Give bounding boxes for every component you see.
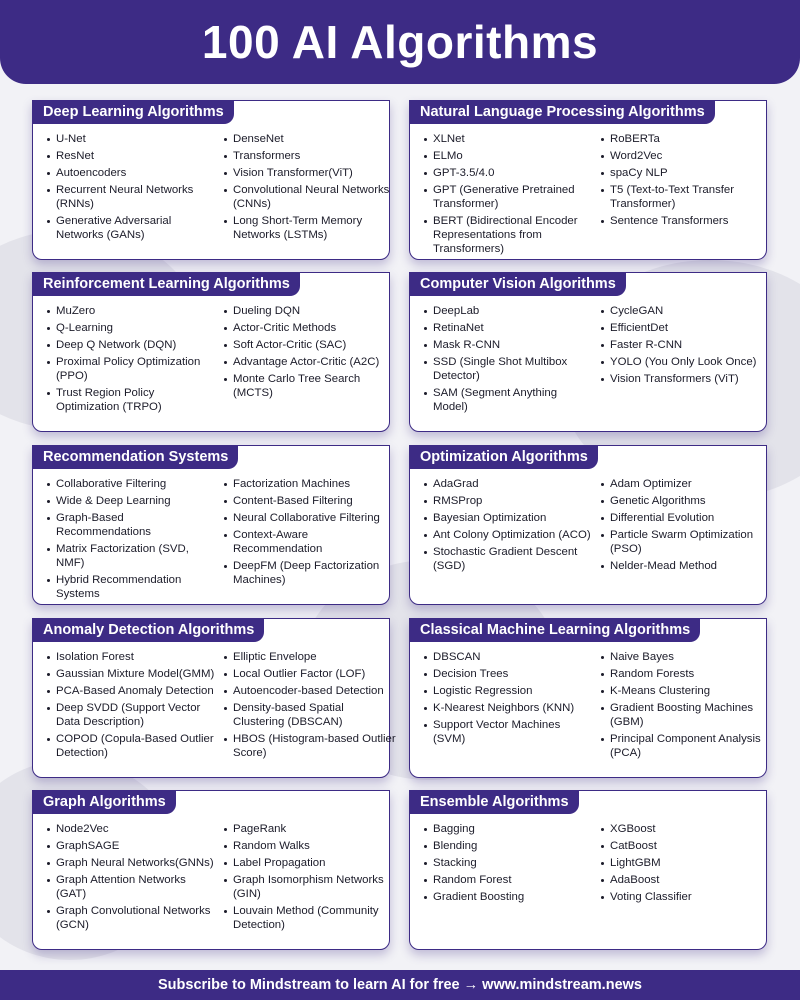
algorithm-item: EfficientDet <box>601 321 775 335</box>
algorithm-item: Word2Vec <box>601 149 775 163</box>
algorithm-item: AdaGrad <box>424 477 592 491</box>
algorithm-item: CycleGAN <box>601 304 775 318</box>
algorithm-item: Isolation Forest <box>47 650 215 664</box>
algorithm-item: PageRank <box>224 822 398 836</box>
algorithm-item: Gaussian Mixture Model(GMM) <box>47 667 215 681</box>
algorithm-item: Deep SVDD (Support Vector Data Description) <box>47 701 215 729</box>
algorithm-item: BERT (Bidirectional Encoder Representations from Transformers) <box>424 214 592 256</box>
algorithm-item: Random Walks <box>224 839 398 853</box>
algorithm-item: Bayesian Optimization <box>424 511 592 525</box>
algorithm-item: Gradient Boosting Machines (GBM) <box>601 701 775 729</box>
section-card <box>32 272 390 432</box>
header-banner <box>0 0 800 84</box>
algorithm-item: Support Vector Machines (SVM) <box>424 718 592 746</box>
algorithm-list-column <box>224 477 398 590</box>
algorithm-item: Blending <box>424 839 592 853</box>
algorithm-list-column <box>424 822 592 907</box>
algorithm-item: DBSCAN <box>424 650 592 664</box>
algorithm-item: Trust Region Policy Optimization (TRPO) <box>47 386 215 414</box>
section-title: Optimization Algorithms <box>410 446 598 469</box>
section-title: Deep Learning Algorithms <box>33 101 234 124</box>
algorithm-item: Random Forests <box>601 667 775 681</box>
algorithm-item: Deep Q Network (DQN) <box>47 338 215 352</box>
algorithm-item: YOLO (You Only Look Once) <box>601 355 775 369</box>
algorithm-list-column <box>47 304 215 417</box>
algorithm-item: Transformers <box>224 149 398 163</box>
algorithm-list-column <box>224 304 398 403</box>
algorithm-list-column <box>601 132 775 231</box>
section-card <box>32 445 390 605</box>
algorithm-item: Generative Adversarial Networks (GANs) <box>47 214 215 242</box>
algorithm-item: Naive Bayes <box>601 650 775 664</box>
algorithm-item: Nelder-Mead Method <box>601 559 775 573</box>
algorithm-item: Factorization Machines <box>224 477 398 491</box>
section-title: Classical Machine Learning Algorithms <box>410 619 700 642</box>
algorithm-item: ResNet <box>47 149 215 163</box>
algorithm-list-column <box>47 822 215 935</box>
algorithm-list-column <box>47 132 215 245</box>
algorithm-item: MuZero <box>47 304 215 318</box>
algorithm-list-column <box>601 822 775 907</box>
algorithm-item: Faster R-CNN <box>601 338 775 352</box>
algorithm-list-column <box>601 650 775 763</box>
algorithm-item: Recurrent Neural Networks (RNNs) <box>47 183 215 211</box>
algorithm-item: RetinaNet <box>424 321 592 335</box>
algorithm-item: Gradient Boosting <box>424 890 592 904</box>
algorithm-item: Adam Optimizer <box>601 477 775 491</box>
algorithm-list-column <box>224 650 398 763</box>
section-title: Reinforcement Learning Algorithms <box>33 273 300 296</box>
algorithm-item: U-Net <box>47 132 215 146</box>
algorithm-item: Local Outlier Factor (LOF) <box>224 667 398 681</box>
algorithm-item: spaCy NLP <box>601 166 775 180</box>
footer-banner <box>0 970 800 1000</box>
algorithm-item: PCA-Based Anomaly Detection <box>47 684 215 698</box>
algorithm-item: Decision Trees <box>424 667 592 681</box>
algorithm-item: Stochastic Gradient Descent (SGD) <box>424 545 592 573</box>
section-title: Graph Algorithms <box>33 791 176 814</box>
algorithm-item: Collaborative Filtering <box>47 477 215 491</box>
algorithm-item: XLNet <box>424 132 592 146</box>
algorithm-item: Differential Evolution <box>601 511 775 525</box>
algorithm-item: Density-based Spatial Clustering (DBSCAN) <box>224 701 398 729</box>
algorithm-item: DenseNet <box>224 132 398 146</box>
section-card <box>32 618 396 778</box>
algorithm-item: Graph-Based Recommendations <box>47 511 215 539</box>
algorithm-item: Node2Vec <box>47 822 215 836</box>
page-title: 100 AI Algorithms <box>201 16 599 68</box>
algorithm-item: Long Short-Term Memory Networks (LSTMs) <box>224 214 398 242</box>
algorithm-item: COPOD (Copula-Based Outlier Detection) <box>47 732 215 760</box>
algorithm-list-column <box>424 132 592 259</box>
section-title: Recommendation Systems <box>33 446 238 469</box>
section-card <box>409 100 767 260</box>
algorithm-list-column <box>224 822 398 935</box>
algorithm-item: Context-Aware Recommendation <box>224 528 398 556</box>
algorithm-item: Particle Swarm Optimization (PSO) <box>601 528 775 556</box>
algorithm-item: Voting Classifier <box>601 890 775 904</box>
algorithm-item: Proximal Policy Optimization (PPO) <box>47 355 215 383</box>
algorithm-list-column <box>47 650 215 763</box>
algorithm-item: GPT (Generative Pretrained Transformer) <box>424 183 592 211</box>
section-card <box>32 100 390 260</box>
algorithm-item: Content-Based Filtering <box>224 494 398 508</box>
algorithm-item: T5 (Text-to-Text Transfer Transformer) <box>601 183 775 211</box>
algorithm-item: ELMo <box>424 149 592 163</box>
algorithm-item: SSD (Single Shot Multibox Detector) <box>424 355 592 383</box>
footer-text: Subscribe to Mindstream to learn AI for free → www.mindstream.news <box>158 977 642 993</box>
algorithm-item: Monte Carlo Tree Search (MCTS) <box>224 372 398 400</box>
algorithm-item: Vision Transformer(ViT) <box>224 166 398 180</box>
algorithm-item: Graph Convolutional Networks (GCN) <box>47 904 215 932</box>
algorithm-item: DeepLab <box>424 304 592 318</box>
section-card <box>409 618 767 778</box>
algorithm-item: Random Forest <box>424 873 592 887</box>
section-title: Natural Language Processing Algorithms <box>410 101 715 124</box>
algorithm-item: K-Means Clustering <box>601 684 775 698</box>
algorithm-list-column <box>424 477 592 576</box>
algorithm-item: Actor-Critic Methods <box>224 321 398 335</box>
algorithm-item: Vision Transformers (ViT) <box>601 372 775 386</box>
algorithm-list-column <box>424 650 592 749</box>
algorithm-item: RoBERTa <box>601 132 775 146</box>
algorithm-item: K-Nearest Neighbors (KNN) <box>424 701 592 715</box>
algorithm-list-column <box>424 304 592 417</box>
section-card <box>409 272 767 432</box>
algorithm-item: Ant Colony Optimization (ACO) <box>424 528 592 542</box>
algorithm-item: AdaBoost <box>601 873 775 887</box>
algorithm-item: Logistic Regression <box>424 684 592 698</box>
algorithm-item: XGBoost <box>601 822 775 836</box>
section-title: Ensemble Algorithms <box>410 791 579 814</box>
algorithm-item: Soft Actor-Critic (SAC) <box>224 338 398 352</box>
algorithm-item: Genetic Algorithms <box>601 494 775 508</box>
algorithm-item: HBOS (Histogram-based Outlier Score) <box>224 732 398 760</box>
algorithm-item: Matrix Factorization (SVD, NMF) <box>47 542 215 570</box>
algorithm-item: Autoencoder-based Detection <box>224 684 398 698</box>
algorithm-item: Advantage Actor-Critic (A2C) <box>224 355 398 369</box>
algorithm-item: GPT-3.5/4.0 <box>424 166 592 180</box>
algorithm-item: Autoencoders <box>47 166 215 180</box>
section-card <box>409 445 767 605</box>
algorithm-item: LightGBM <box>601 856 775 870</box>
algorithm-item: Mask R-CNN <box>424 338 592 352</box>
algorithm-item: Neural Collaborative Filtering <box>224 511 398 525</box>
algorithm-item: Convolutional Neural Networks (CNNs) <box>224 183 398 211</box>
algorithm-item: DeepFM (Deep Factorization Machines) <box>224 559 398 587</box>
algorithm-item: Sentence Transformers <box>601 214 775 228</box>
section-title: Computer Vision Algorithms <box>410 273 626 296</box>
algorithm-item: GraphSAGE <box>47 839 215 853</box>
algorithm-item: Label Propagation <box>224 856 398 870</box>
algorithm-item: Louvain Method (Community Detection) <box>224 904 398 932</box>
algorithm-item: Graph Attention Networks (GAT) <box>47 873 215 901</box>
algorithm-item: Elliptic Envelope <box>224 650 398 664</box>
algorithm-item: Wide & Deep Learning <box>47 494 215 508</box>
algorithm-item: Graph Isomorphism Networks (GIN) <box>224 873 398 901</box>
section-card <box>32 790 390 950</box>
algorithm-item: Principal Component Analysis (PCA) <box>601 732 775 760</box>
algorithm-item: Q-Learning <box>47 321 215 335</box>
algorithm-item: Dueling DQN <box>224 304 398 318</box>
section-card <box>409 790 767 950</box>
algorithm-item: CatBoost <box>601 839 775 853</box>
algorithm-list-column <box>601 477 775 576</box>
algorithm-item: SAM (Segment Anything Model) <box>424 386 592 414</box>
algorithm-item: Stacking <box>424 856 592 870</box>
algorithm-list-column <box>47 477 215 604</box>
section-title: Anomaly Detection Algorithms <box>33 619 264 642</box>
algorithm-list-column <box>224 132 398 245</box>
algorithm-list-column <box>601 304 775 389</box>
algorithm-item: Hybrid Recommendation Systems <box>47 573 215 601</box>
algorithm-item: Bagging <box>424 822 592 836</box>
algorithm-item: RMSProp <box>424 494 592 508</box>
algorithm-item: Graph Neural Networks(GNNs) <box>47 856 215 870</box>
